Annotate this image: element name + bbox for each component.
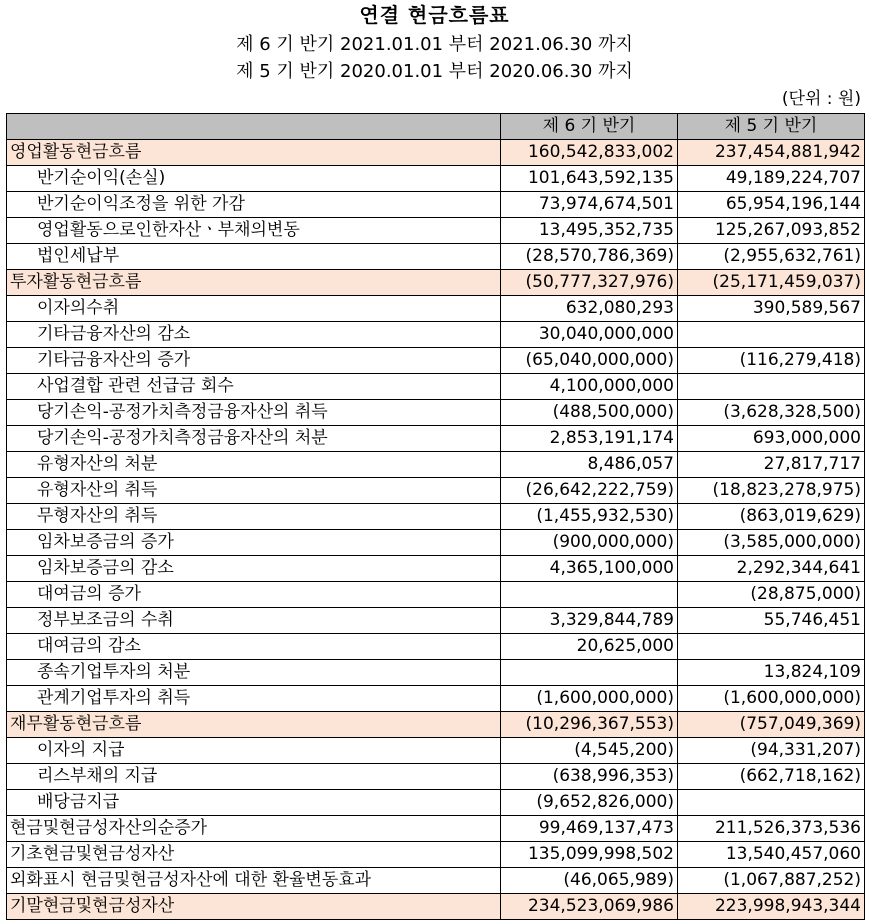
value-period-6: 8,486,057 [501,452,678,478]
value-period-5: (863,019,629) [678,504,865,530]
value-period-6 [501,582,678,608]
table-row [7,400,865,426]
value-period-5: (3,585,000,000) [678,530,865,556]
row-label: 종속기업투자의 처분 [7,660,501,686]
table-row [7,452,865,478]
table-row [7,374,865,400]
row-label: 대여금의 증가 [7,582,501,608]
value-period-6: 160,542,833,002 [501,140,678,166]
table-row [7,296,865,322]
row-label: 이자의수취 [7,296,501,322]
value-period-5 [678,374,865,400]
value-period-6: (9,652,826,000) [501,790,678,816]
value-period-6: 632,080,293 [501,296,678,322]
value-period-5: 211,526,373,536 [678,816,865,842]
row-label: 사업결합 관련 선급금 회수 [7,374,501,400]
value-period-5: 2,292,344,641 [678,556,865,582]
table-row [7,192,865,218]
row-label: 유형자산의 취득 [7,478,501,504]
value-period-5: (28,875,000) [678,582,865,608]
statement-title: 연결 현금흐름표 [359,3,510,27]
value-period-6: (1,455,932,530) [501,504,678,530]
value-period-5: (18,823,278,975) [678,478,865,504]
value-period-5 [678,322,865,348]
value-period-6: 4,100,000,000 [501,374,678,400]
value-period-6: (638,996,353) [501,764,678,790]
value-period-5 [678,790,865,816]
period-prior: 제 5 기 반기 2020.01.01 부터 2020.06.30 까지 [236,61,633,82]
header-label [7,114,501,140]
period-current: 제 6 기 반기 2021.01.01 부터 2021.06.30 까지 [236,34,633,55]
table-row [7,842,865,868]
row-label: 유형자산의 처분 [7,452,501,478]
row-label: 관계기업투자의 취득 [7,686,501,712]
value-period-5: 390,589,567 [678,296,865,322]
table-row [7,504,865,530]
value-period-5: (1,067,887,252) [678,868,865,894]
row-label: 영업활동현금흐름 [7,140,501,166]
table-row [7,244,865,270]
row-label: 이자의 지급 [7,738,501,764]
row-label: 기말현금및현금성자산 [7,894,501,920]
row-label: 정부보조금의 수취 [7,608,501,634]
value-period-5: 55,746,451 [678,608,865,634]
value-period-6: (488,500,000) [501,400,678,426]
row-label: 임차보증금의 감소 [7,556,501,582]
table-row [7,322,865,348]
value-period-6: (28,570,786,369) [501,244,678,270]
value-period-5: (1,600,000,000) [678,686,865,712]
value-period-5: 13,824,109 [678,660,865,686]
table-row [7,218,865,244]
section-row [7,140,865,166]
value-period-6 [501,660,678,686]
value-period-6: 3,329,844,789 [501,608,678,634]
value-period-6: 101,643,592,135 [501,166,678,192]
value-period-6: (26,642,222,759) [501,478,678,504]
value-period-5: 693,000,000 [678,426,865,452]
value-period-6: 4,365,100,000 [501,556,678,582]
value-period-5: (662,718,162) [678,764,865,790]
value-period-6: 234,523,069,986 [501,894,678,920]
value-period-6: (900,000,000) [501,530,678,556]
value-period-5: (3,628,328,500) [678,400,865,426]
table-row [7,660,865,686]
header-period-5: 제 5 기 반기 [678,114,865,140]
value-period-6: (65,040,000,000) [501,348,678,374]
value-period-6: 135,099,998,502 [501,842,678,868]
row-label: 임차보증금의 증가 [7,530,501,556]
row-label: 재무활동현금흐름 [7,712,501,738]
value-period-6: 13,495,352,735 [501,218,678,244]
value-period-5: 27,817,717 [678,452,865,478]
header-period-6: 제 6 기 반기 [501,114,678,140]
value-period-6: (46,065,989) [501,868,678,894]
row-label: 법인세납부 [7,244,501,270]
row-label: 배당금지급 [7,790,501,816]
table-row [7,426,865,452]
table-row [7,868,865,894]
row-label: 기초현금및현금성자산 [7,842,501,868]
table-row [7,348,865,374]
value-period-6: 2,853,191,174 [501,426,678,452]
value-period-5: 13,540,457,060 [678,842,865,868]
value-period-6: 20,625,000 [501,634,678,660]
value-period-5: 125,267,093,852 [678,218,865,244]
value-period-6: (10,296,367,553) [501,712,678,738]
table-row [7,582,865,608]
table-row [7,530,865,556]
row-label: 반기순이익(손실) [7,166,501,192]
value-period-5: 237,454,881,942 [678,140,865,166]
row-label: 기타금융자산의 감소 [7,322,501,348]
value-period-5 [678,634,865,660]
table-header-row [7,114,865,140]
row-label: 현금및현금성자산의순증가 [7,816,501,842]
value-period-5: 223,998,943,344 [678,894,865,920]
row-label: 영업활동으로인한자산ㆍ부채의변동 [7,218,501,244]
value-period-6: 73,974,674,501 [501,192,678,218]
table-row [7,738,865,764]
row-label: 리스부채의 지급 [7,764,501,790]
section-row [7,270,865,296]
row-label: 기타금융자산의 증가 [7,348,501,374]
row-label: 외화표시 현금및현금성자산에 대한 환율변동효과 [7,868,501,894]
value-period-6: (1,600,000,000) [501,686,678,712]
table-row [7,816,865,842]
table-row [7,790,865,816]
section-row [7,712,865,738]
table-row [7,686,865,712]
value-period-6: (4,545,200) [501,738,678,764]
value-period-5: (116,279,418) [678,348,865,374]
section-row [7,894,865,920]
value-period-5: (94,331,207) [678,738,865,764]
row-label: 대여금의 감소 [7,634,501,660]
row-label: 무형자산의 취득 [7,504,501,530]
value-period-5: 65,954,196,144 [678,192,865,218]
value-period-6: 30,040,000,000 [501,322,678,348]
value-period-6: (50,777,327,976) [501,270,678,296]
unit-label: (단위 : 원) [781,89,861,109]
row-label: 당기손익-공정가치측정금융자산의 처분 [7,426,501,452]
table-row [7,556,865,582]
value-period-5: 49,189,224,707 [678,166,865,192]
row-label: 투자활동현금흐름 [7,270,501,296]
value-period-6: 99,469,137,473 [501,816,678,842]
value-period-5: (757,049,369) [678,712,865,738]
table-row [7,764,865,790]
cash-flow-table [6,113,865,920]
table-row [7,634,865,660]
table-row [7,166,865,192]
table-row [7,608,865,634]
row-label: 당기손익-공정가치측정금융자산의 취득 [7,400,501,426]
table-row [7,478,865,504]
value-period-5: (25,171,459,037) [678,270,865,296]
value-period-5: (2,955,632,761) [678,244,865,270]
row-label: 반기순이익조정을 위한 가감 [7,192,501,218]
